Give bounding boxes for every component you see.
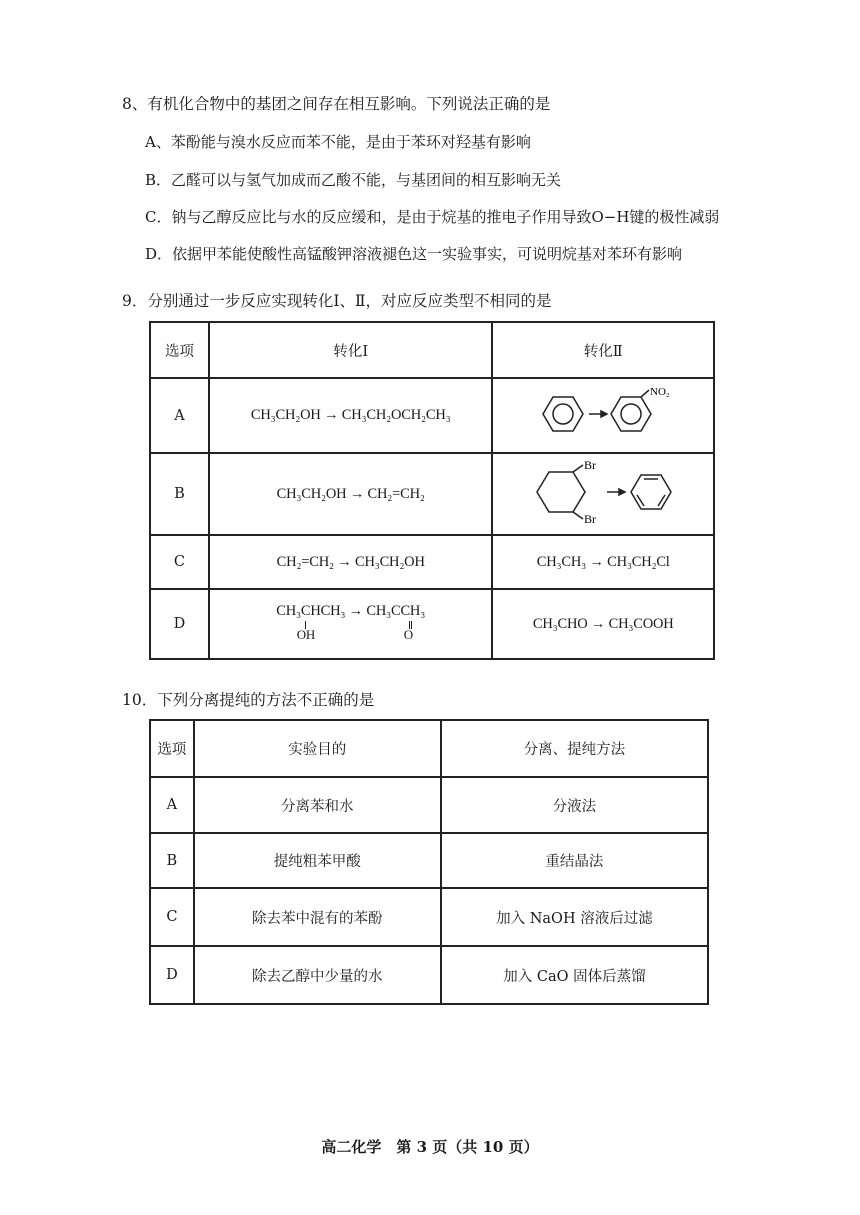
q9-row-b <box>150 453 714 535</box>
q9-row-a-option: A <box>150 378 209 453</box>
q10-row-a-purpose: 分离苯和水 <box>194 777 441 833</box>
q10-row-b-method: 重结晶法 <box>441 833 708 888</box>
q9-row-d-hydroxyl: OH <box>296 626 316 642</box>
q10-row-d-option: D <box>150 946 194 1004</box>
benzene-to-nitrobenzene-diagram <box>523 386 683 442</box>
q9-row-d-conv2: CH₃CHO → CH₃COOH <box>492 589 714 659</box>
q10-header-method: 分离、提纯方法 <box>441 720 708 777</box>
q9-row-d-conv1-formula: CH₃CHCH₃ → CH₃CCH₃ <box>276 602 426 619</box>
q10-row-d-method: 加入 CaO 固体后蒸馏 <box>441 946 708 1004</box>
q10-row-c-purpose: 除去苯中混有的苯酚 <box>194 888 441 946</box>
q10-row-b-option: B <box>150 833 194 888</box>
page-footer: 高二化学 第 3 页（共 10 页） <box>321 1138 539 1156</box>
nitro-group-label: NO₂ <box>650 385 670 398</box>
q9-row-a-conv1: CH₃CH₂OH → CH₃CH₂OCH₂CH₃ <box>209 378 492 453</box>
benzene-ring-icon <box>631 475 671 509</box>
q9-stem: 9．分别通过一步反应实现转化Ⅰ、Ⅱ，对应反应类型不相同的是 <box>122 292 552 310</box>
q9-row-b-conv2 <box>492 453 714 535</box>
q10-row-a-option: A <box>150 777 194 833</box>
q9-header-conv1: 转化Ⅰ <box>209 322 492 378</box>
q9-row-d-conv1 <box>209 589 492 659</box>
q9-row-b-conv1: CH₃CH₂OH → CH₂=CH₂ <box>209 453 492 535</box>
q8-stem: 8、有机化合物中的基团之间存在相互影响。下列说法正确的是 <box>122 95 551 113</box>
q10-row-d-purpose: 除去乙醇中少量的水 <box>194 946 441 1004</box>
q9-row-a <box>150 378 714 453</box>
q10-header-purpose: 实验目的 <box>194 720 441 777</box>
q9-row-b-option: B <box>150 453 209 535</box>
benzene-ring-icon <box>543 397 583 431</box>
dibromocyclohexane-to-benzene-diagram <box>523 457 683 527</box>
q9-row-a-conv2 <box>492 378 714 453</box>
q10-table <box>149 719 709 1005</box>
q8-option-a: A、苯酚能与溴水反应而苯不能，是由于苯环对羟基有影响 <box>145 133 531 151</box>
q9-row-d-carbonyl-oxygen: O <box>403 626 413 642</box>
q9-header-option: 选项 <box>150 322 209 378</box>
bromo-label-bottom: Br <box>584 512 597 526</box>
q9-row-c-option: C <box>150 535 209 589</box>
q10-row-b <box>150 833 708 888</box>
q9-table <box>149 321 715 660</box>
q10-row-c-method: 加入 NaOH 溶液后过滤 <box>441 888 708 946</box>
q9-row-c-conv1: CH₂=CH₂ → CH₃CH₂OH <box>209 535 492 589</box>
q8-option-d: D．依据甲苯能使酸性高锰酸钾溶液褪色这一实验事实，可说明烷基对苯环有影响 <box>145 245 683 263</box>
nitrobenzene-ring-icon <box>611 397 651 431</box>
q9-header-conv2: 转化Ⅱ <box>492 322 714 378</box>
q10-row-d <box>150 946 708 1004</box>
q10-row-c-option: C <box>150 888 194 946</box>
q8-option-b: B．乙醛可以与氢气加成而乙酸不能，与基团间的相互影响无关 <box>145 171 562 189</box>
bromo-label-top: Br <box>584 458 597 472</box>
q10-row-b-purpose: 提纯粗苯甲酸 <box>194 833 441 888</box>
q10-row-c <box>150 888 708 946</box>
q8-option-c: C．钠与乙醇反应比与水的反应缓和，是由于烷基的推电子作用导致O−H键的极性减弱 <box>145 208 720 226</box>
cyclohexane-ring-icon <box>537 472 585 512</box>
q10-header-option: 选项 <box>150 720 194 777</box>
q9-row-d-option: D <box>150 589 209 659</box>
q10-stem: 10．下列分离提纯的方法不正确的是 <box>122 691 375 709</box>
q9-row-d <box>150 589 714 659</box>
q9-row-c-conv2: CH₃CH₃ → CH₃CH₂Cl <box>492 535 714 589</box>
q10-row-a-method: 分液法 <box>441 777 708 833</box>
q9-row-c <box>150 535 714 589</box>
q10-row-a <box>150 777 708 833</box>
